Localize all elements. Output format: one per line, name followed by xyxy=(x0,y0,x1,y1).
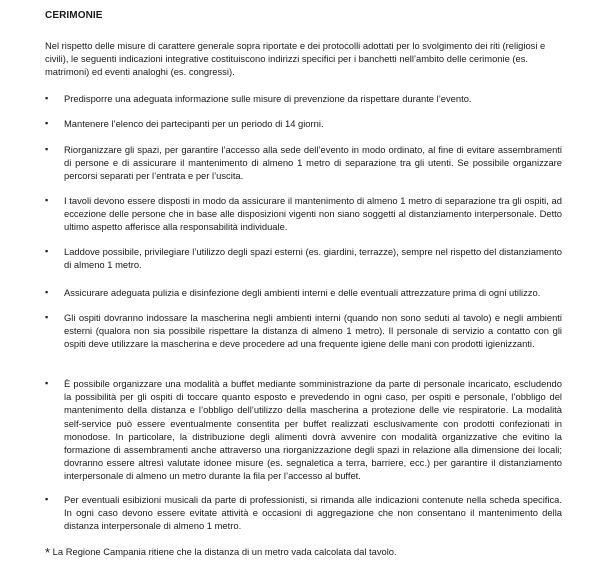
list-item-text: È possibile organizzare una modalità a buffet mediante somministrazione da parte di personale incaricato, escludendo la possibilità per gli ospiti di toccare quanto esposto e prevedendo in ogni caso, per ospiti e personale, l’obbligo del mantenimento della distanza e l’obbligo dell’utilizzo della mascherina a protezione delle vie respiratorie. La modalità self-service può essere eventualmente consentita per buffet realizzati esclusivamente con prodotti confezionati in monodose. In particolare, la distribuzione degli alimenti dovrà avvenire con modalità organizzative che evitino la formazione di assembramenti anche attraverso una riorganizzazione degli spazi in relazione alla dimensione dei locali; dovranno essere altresì valutate idonee misure (es. segnaletica a terra, barriere, ecc.) per garantire il distanziamento interpersonale di almeno un metro durante la fila per l’accesso al buffet. xyxy=(64,378,562,482)
list-item-text: Gli ospiti dovranno indossare la mascherina negli ambienti interni (quando non sono seduti al tavolo) e negli ambienti esterni (qualora non sia possibile rispettare la distanza di almeno 1 metro). Il personale di servizio a contatto con gli ospiti deve utilizzare la mascherina e deve procedere ad una frequente igiene delle mani con prodotti igienizzanti. xyxy=(64,312,562,350)
list-item-text: Riorganizzare gli spazi, per garantire l’accesso alla sede dell’evento in modo ordinato, al fine di evitare assembramenti di persone e di assicurare il mantenimento di almeno 1 metro di separazione tra gli utenti. Se possibile organizzare percorsi separati per l’entrata e per l’uscita. xyxy=(64,144,562,182)
bullet-icon: ▪ xyxy=(45,144,49,154)
bullet-icon: ▪ xyxy=(45,93,49,103)
bullet-icon: ▪ xyxy=(45,118,49,128)
list-item-text: Per eventuali esibizioni musicali da parte di professionisti, si rimanda alle indicazioni contenute nella scheda specifica. In ogni caso devono essere evitate attività e occasioni di aggregazione che non consentano il mantenimento della distanza interpersonale di almeno 1 metro. xyxy=(64,494,562,532)
bullet-icon: ▪ xyxy=(45,246,49,256)
footnote-text: La Regione Campania ritiene che la distanza di un metro vada calcolata dal tavolo. xyxy=(52,546,397,557)
footnote xyxy=(45,545,397,558)
bullet-icon: ▪ xyxy=(45,494,49,504)
bullet-icon: ▪ xyxy=(45,312,49,322)
intro-paragraph: Nel rispetto delle misure di carattere generale sopra riportate e dei protocolli adottati per lo svolgimento dei riti (religiosi e civili), le seguenti indicazioni integrative costituiscono indirizzi specifici per i banchetti nell’ambito delle cerimonie (es. matrimoni) ed eventi analoghi (es. congressi). xyxy=(45,40,546,78)
section-title: CERIMONIE xyxy=(45,10,103,21)
bullet-icon: ▪ xyxy=(45,287,49,297)
bullet-icon: ▪ xyxy=(45,195,49,205)
list-item-text: Predisporre una adeguata informazione sulle misure di prevenzione da rispettare durante l’evento. xyxy=(64,93,472,104)
list-item-text: I tavoli devono essere disposti in modo da assicurare il mantenimento di almeno 1 metro di separazione tra gli ospiti, ad eccezione delle persone che in base alle disposizioni vigenti non siano soggetti al distanziamento interpersonale. Detto ultimo aspetto afferisce alla responsabilità individuale. xyxy=(64,195,562,233)
list-item-text: Laddove possibile, privilegiare l’utilizzo degli spazi esterni (es. giardini, terrazze), sempre nel rispetto del distanziamento di almeno 1 metro. xyxy=(64,246,562,271)
list-item-text: Mantenere l’elenco dei partecipanti per un periodo di 14 giorni. xyxy=(64,118,324,129)
bullet-icon: ▪ xyxy=(45,378,49,388)
footnote-mark: * xyxy=(45,545,51,560)
list-item-text: Assicurare adeguata pulizia e disinfezione degli ambienti interni e delle eventuali attrezzature prima di ogni utilizzo. xyxy=(64,287,541,298)
